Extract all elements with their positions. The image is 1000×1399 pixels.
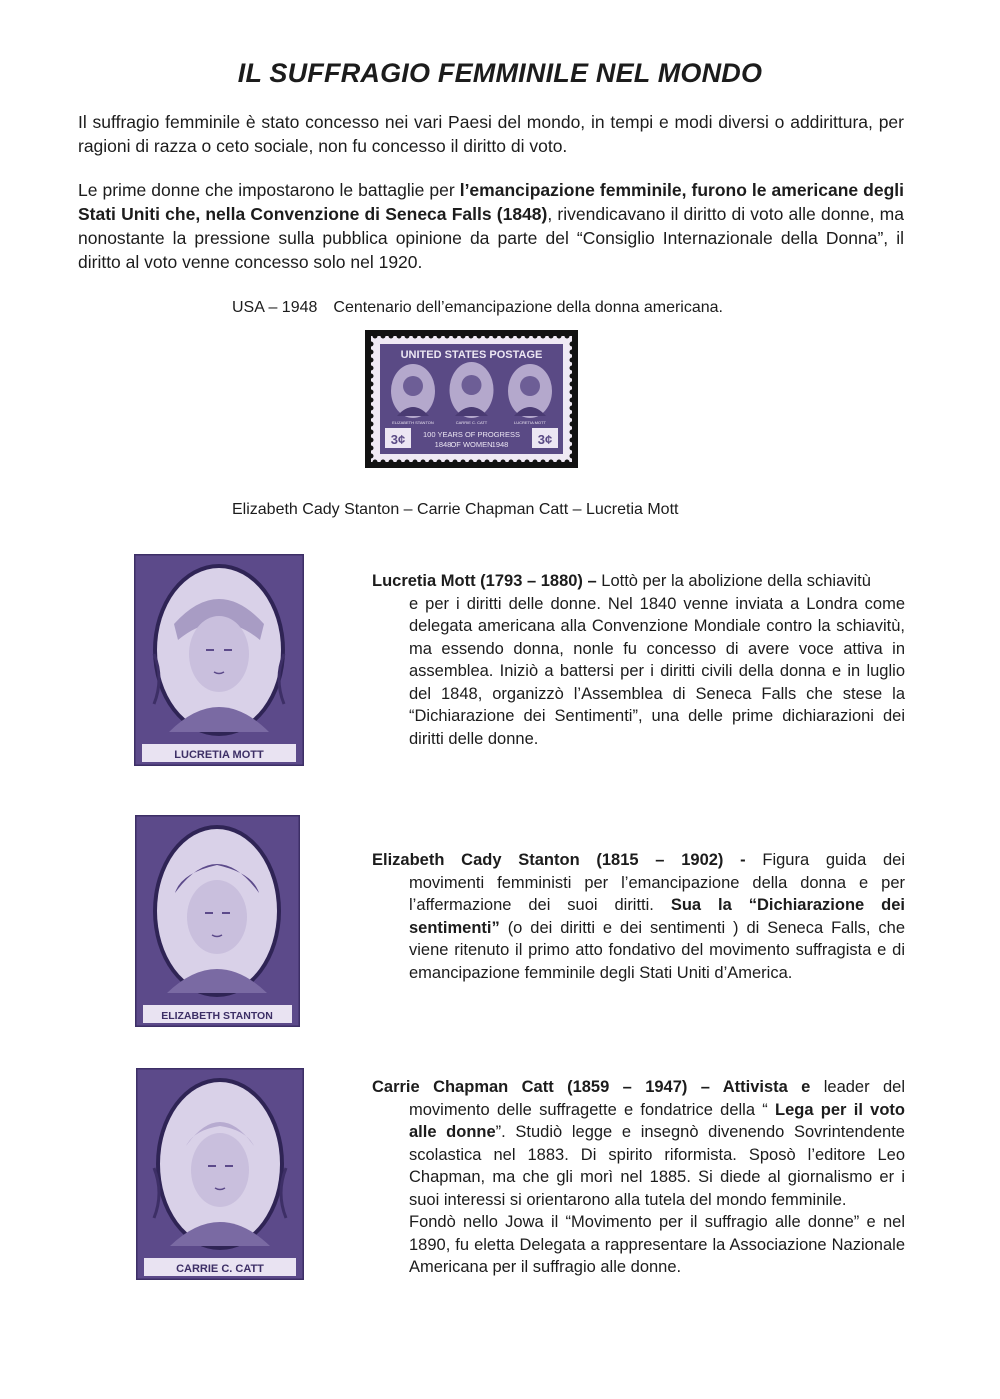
bio-lucretia-mott: Lucretia Mott (1793 – 1880) – Lottò per la abolizione della schiavitù e per i diritti delle donne. Nel 1840 venne inviata a Londra come delegata americana alla Convenzione Mondiale contro la schiavitù, ma essendo donna, nonle fu concesso di avere voce attiva in assemblea. Iniziò a battersi per i diritti civili della donna e in luglio del 1848, organizzò l’Assemblea di Seneca Falls che stese la “Dichiarazione dei Sentimenti”, una delle prime dichiarazioni dei diritti delle donne. xyxy=(372,570,905,750)
bio-name: Elizabeth Cady Stanton (1815 – 1902) - xyxy=(372,851,746,869)
stamp-name-left: ELIZABETH STANTON xyxy=(392,420,434,425)
stamp-caption: USA – 1948 Centenario dell’emancipazione della donna americana. xyxy=(232,299,723,316)
page-title: IL SUFFRAGIO FEMMINILE NEL MONDO xyxy=(237,58,763,88)
portrait-lucretia-mott xyxy=(134,554,304,766)
stamp-header: UNITED STATES POSTAGE xyxy=(400,349,543,361)
portrait-label: ELIZABETH STANTON xyxy=(161,1010,273,1022)
stamp-value-right: 3¢ xyxy=(537,432,553,447)
stamp-name-center: CARRIE C. CATT xyxy=(455,420,488,425)
bio-name: Lucretia Mott (1793 – 1880) – xyxy=(372,572,597,590)
bio-name: Carrie Chapman Catt (1859 – 1947) – xyxy=(372,1078,710,1096)
intro-paragraph-2: Le prime donne che impostarono le battaglie per l’emancipazione femminile, furono le americane degli Stati Uniti che, nella Convenzione di Seneca Falls (1848), rivendicavano il diritto di voto alle donne, ma nonostante la pressione sulla pubblica opinione da parte del “Consiglio Internazionale della Donna”, il diritto al voto venne concesso solo nel 1920. xyxy=(78,180,904,272)
stamp-banner-year-left: 1848 xyxy=(434,440,452,449)
portrait-label: CARRIE C. CATT xyxy=(176,1263,264,1275)
portraits-caption: Elizabeth Cady Stanton – Carrie Chapman Catt – Lucretia Mott xyxy=(232,501,679,518)
bio-text: e per i diritti delle donne. Nel 1840 venne inviata a Londra come delegata americana alla Convenzione Mondiale contro la schiavitù, ma essendo donna, nonle fu concesso di avere voce attiva in assemblea. Iniziò a battersi per i diritti civili della donna e in luglio del 1848, organizzò l’Assemblea di Seneca Falls che stese la “Dichiarazione dei Sentimenti”, una delle prime dichiarazioni dei diritti delle donne. xyxy=(409,594,905,748)
stamp-banner-mid: OF WOMEN xyxy=(450,440,493,449)
bio-carrie-catt: Carrie Chapman Catt (1859 – 1947) – Attivista e leader del movimento delle suffragette e fondatrice della “ Lega per il voto alle donne”. Studiò legge e insegnò divenendo Sovrintendente scolastica nel 1883. Di spirito riformista. Sposò l’editore Leo Chapman, ma che gli morì nel 1885. Si diede al giornalismo er i suoi interessi si orientarono alla tutela del mondo femminile. Fondò nello Jowa il “Movimento per il suffragio alle donne” e nel 1890, fu eletta Delegata a rappresentare la Associazione Nazionale Americana per il suffragio alle donne. xyxy=(372,1078,905,1276)
stamp-banner-line1: 100 YEARS OF PROGRESS xyxy=(423,430,520,439)
bio-elizabeth-stanton: Elizabeth Cady Stanton (1815 – 1902) - Figura guida dei movimenti femministi per l’emancipazione della donna e per l’affermazione dei suoi diritti. Sua la “Dichiarazione dei sentimenti” (o dei diritti e dei sentimenti ) di Seneca Falls, che viene ritenuto il primo atto fondativo del movimento suffragista e di emancipazione femminile degli Stati Uniti d’America. xyxy=(372,851,905,982)
stamp-banner-year-right: 1948 xyxy=(491,440,509,449)
stamp-value-left: 3¢ xyxy=(390,432,406,447)
stamp-portraits xyxy=(391,362,552,418)
portrait-carrie-catt xyxy=(136,1068,306,1280)
intro-paragraph-1: Il suffragio femminile è stato concesso nei vari Paesi del mondo, in tempi e modi diversi o addirittura, per ragioni di razza o ceto sociale, non fu concesso il diritto di voto. xyxy=(78,112,904,156)
stamp-name-right: LUCRETIA MOTT xyxy=(513,420,547,425)
portrait-elizabeth-stanton xyxy=(135,815,305,1027)
stamp-1948 xyxy=(365,330,578,468)
portrait-label: LUCRETIA MOTT xyxy=(174,749,264,761)
